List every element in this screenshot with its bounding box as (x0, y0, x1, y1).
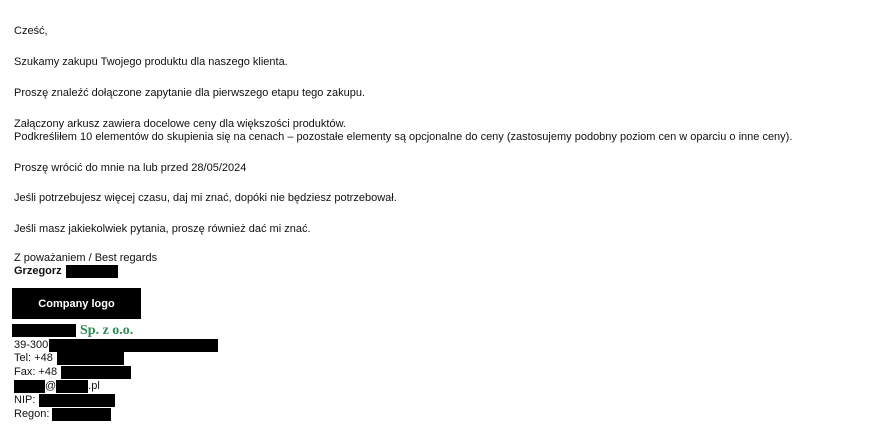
company-suffix: Sp. z o.o. (80, 322, 134, 338)
greeting: Cześć, (14, 25, 48, 37)
signature-block (14, 252, 157, 278)
email-at: @ (45, 380, 57, 392)
company-name-row (12, 324, 133, 337)
redacted-company-name (12, 324, 76, 337)
redacted-surname (66, 265, 118, 278)
redacted-regon (52, 408, 111, 421)
email-line (14, 380, 100, 393)
nip-label: NIP: (14, 394, 36, 406)
paragraph-5: Jeśli potrzebujesz więcej czasu, daj mi znać, dopóki nie będziesz potrzebował. (14, 192, 397, 204)
nip-line (14, 394, 115, 407)
company-logo: Company logo (12, 288, 141, 319)
redacted-address (49, 339, 218, 352)
redacted-tel (57, 352, 124, 365)
paragraph-3b: Podkreśliłem 10 elementów do skupienia się na cenach – pozostałe elementy są opcjonalne do ceny (zastosujemy podobny poziom cen w oparciu o inne ceny). (14, 131, 793, 143)
fax-line (14, 366, 131, 379)
regon-label: Regon: (14, 408, 50, 420)
redacted-email-user (14, 380, 45, 393)
paragraph-4: Proszę wrócić do mnie na lub przed 28/05/2024 (14, 162, 247, 174)
paragraph-1: Szukamy zakupu Twojego produktu dla naszego klienta. (14, 56, 288, 68)
redacted-fax (61, 366, 131, 379)
fax-label: Fax: +48 (14, 366, 58, 378)
paragraph-2: Proszę znaleźć dołączone zapytanie dla pierwszego etapu tego zakupu. (14, 87, 366, 99)
address-line (14, 339, 218, 352)
regon-line (14, 408, 111, 421)
redacted-email-domain (56, 380, 88, 393)
paragraph-3a: Załączony arkusz zawiera docelowe ceny dla większości produktów. (14, 118, 346, 130)
tel-label: Tel: +48 (14, 352, 53, 364)
paragraph-6: Jeśli masz jakiekolwiek pytania, proszę również dać mi znać. (14, 223, 311, 235)
tel-line (14, 352, 124, 365)
closing: Z poważaniem / Best regards (14, 252, 158, 264)
email-domain-suffix: .pl (88, 380, 100, 392)
sender-name: Grzegorz (14, 265, 62, 277)
sender-name-row (14, 265, 157, 278)
redacted-nip (39, 394, 115, 407)
postal-code: 39-300 (14, 339, 49, 351)
